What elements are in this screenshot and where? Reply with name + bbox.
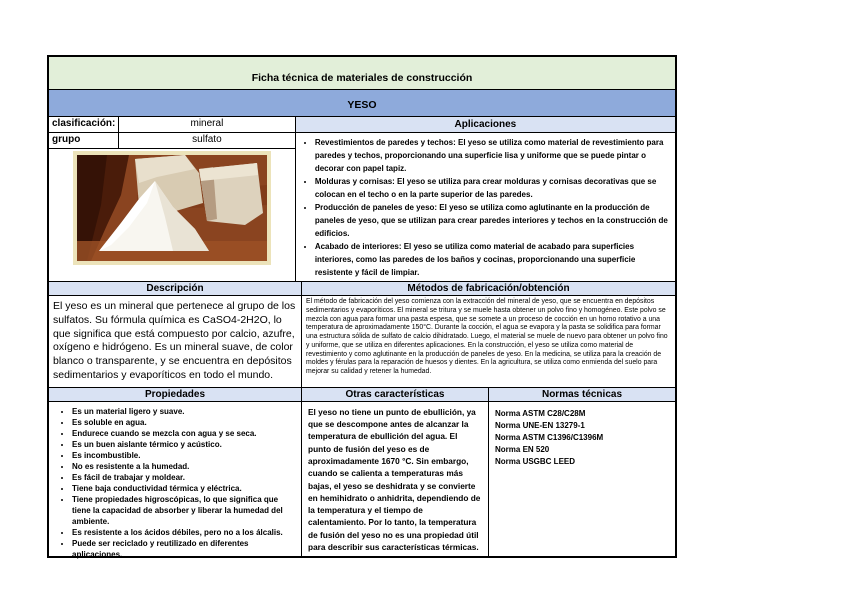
sheet-title: Ficha técnica de materiales de construcción bbox=[49, 57, 675, 90]
application-item: • Molduras y cornisas: El yeso se utiliza para crear molduras y cornisas decorativas que se colocan en el techo o en la parte superior de las paredes. bbox=[315, 175, 669, 201]
classification-block bbox=[49, 117, 296, 281]
application-item: • Producción de paneles de yeso: El yeso se utiliza como aglutinante en la producción de paneles de yeso, que se utilizan para crear paredes interiores y techos en la construcción de edificios. bbox=[315, 201, 669, 240]
property-item: • Es un material ligero y suave. bbox=[72, 406, 297, 417]
other-characteristics-header: Otras características bbox=[302, 388, 489, 402]
group-label: grupo bbox=[49, 133, 119, 148]
properties-header: Propiedades bbox=[49, 388, 302, 402]
fabrication-text: El método de fabricación del yeso comienza con la extracción del mineral de yeso, que se encuentra en depósitos sedimentarios y evaporíticos. El mineral se tritura y se muele hasta obtener un polvo fino y homogéneo. Este polvo se mezcla con agua para formar una pasta espesa, que se somete a un proceso de cocción en un horno rotativo a una temperatura de aproximadamente 150°C. Durante la cocción, el agua se evapora y la pasta se solidifica para formar una estructura sólida de sulfato de calcio dihidratado. Luego, el material se muele de nuevo para obtener un polvo fino y uniforme, que se utiliza en diferentes aplicaciones. En la construcción, el yeso se utiliza como material de revestimiento y como aglutinante en la producción de paneles de yeso. En la medicina, se utiliza para la creación de moldes y férulas para la reparación de huesos y dientes. En la agricultura, se utiliza como enmienda del suelo para mejorar su calidad y retener la humedad. bbox=[306, 298, 668, 375]
other-characteristics-text: El yeso no tiene un punto de ebullición, ya que se descompone antes de alcanzar la temperatura de ebullición del agua. El punto de fusión del yeso es de aproximadamente 1670 °C. Sin embargo, cuando se calienta a temperaturas más bajas, el yeso se deshidrata y se convierte en hemihidrato o anhidrita, dependiendo de la temperatura y el tiempo de calentamiento. Por lo tanto, la temperatura de fusión del yeso no es una propiedad útil para describir sus características térmicas. bbox=[302, 402, 489, 556]
property-item: • Tiene propiedades higroscópicas, lo que significa que tiene la capacidad de absorber y liberar la humedad del ambiente. bbox=[72, 494, 297, 527]
property-item: • Es resistente a los ácidos débiles, pero no a los álcalis. bbox=[72, 527, 297, 538]
standard-item: Norma EN 520 bbox=[495, 444, 550, 454]
description-header: Descripción bbox=[49, 282, 302, 296]
standard-item: Norma ASTM C28/C28M bbox=[495, 408, 586, 418]
standard-item: Norma UNE-EN 13279-1 bbox=[495, 420, 585, 430]
applications-list bbox=[300, 136, 669, 279]
property-item: • Tiene baja conductividad térmica y eléctrica. bbox=[72, 483, 297, 494]
property-item: • Endurece cuando se mezcla con agua y se seca. bbox=[72, 428, 297, 439]
standards-header: Normas técnicas bbox=[489, 388, 675, 402]
group-value: sulfato bbox=[192, 134, 222, 145]
bottom-header-row bbox=[49, 388, 675, 402]
applications-header: Aplicaciones bbox=[296, 117, 675, 133]
bottom-content-row bbox=[49, 402, 675, 559]
classification-label: clasificación: bbox=[49, 117, 119, 132]
description-text: El yeso es un mineral que pertenece al grupo de los sulfatos. Su fórmula química es CaSO4-2H2O, lo que significa que está compuesto por calcio, azufre, oxígeno e hidrógeno. Es un mineral suave, de color blanco o transparente, y se encuentra en depósitos sedimentarios y evaporíticos en todo el mundo. bbox=[49, 296, 302, 387]
property-item: • Es incombustible. bbox=[72, 450, 297, 461]
top-section bbox=[49, 117, 675, 282]
material-name: YESO bbox=[49, 90, 675, 117]
applications-content bbox=[296, 133, 675, 281]
gypsum-powder-photo bbox=[77, 155, 267, 261]
material-photo bbox=[73, 151, 271, 265]
mid-content-row bbox=[49, 296, 675, 388]
group-row bbox=[49, 133, 295, 149]
property-item: • No es resistente a la humedad. bbox=[72, 461, 297, 472]
property-item: • Es un buen aislante térmico y acústico. bbox=[72, 439, 297, 450]
application-item: • Revestimientos de paredes y techos: El yeso se utiliza como material de revestimiento para paredes y techos, proporcionando una superficie lisa y uniforme que se puede pintar o decorar con papel tapiz. bbox=[315, 136, 669, 175]
standards-cell bbox=[489, 402, 675, 556]
photo-cell bbox=[49, 149, 295, 266]
classification-row bbox=[49, 117, 295, 133]
standard-item: Norma USGBC LEED bbox=[495, 456, 576, 466]
properties-list bbox=[53, 406, 297, 560]
property-item: • Es fácil de trabajar y moldear. bbox=[72, 472, 297, 483]
property-item: • Puede ser reciclado y reutilizado en diferentes aplicaciones. bbox=[72, 538, 297, 560]
property-item: • Es soluble en agua. bbox=[72, 417, 297, 428]
fabrication-header: Métodos de fabricación/obtención bbox=[302, 282, 675, 296]
classification-value: mineral bbox=[190, 118, 224, 129]
mid-header-row bbox=[49, 282, 675, 296]
standard-item: Norma ASTM C1396/C1396M bbox=[495, 432, 604, 442]
application-item: • Acabado de interiores: El yeso se utiliza como material de acabado para superficies interiores, como las paredes de los baños y cocinas, proporcionando una superficie resistente y fácil de limpiar. bbox=[315, 240, 669, 279]
datasheet-table bbox=[47, 55, 677, 558]
applications-block bbox=[296, 117, 675, 281]
properties-cell bbox=[49, 402, 302, 559]
